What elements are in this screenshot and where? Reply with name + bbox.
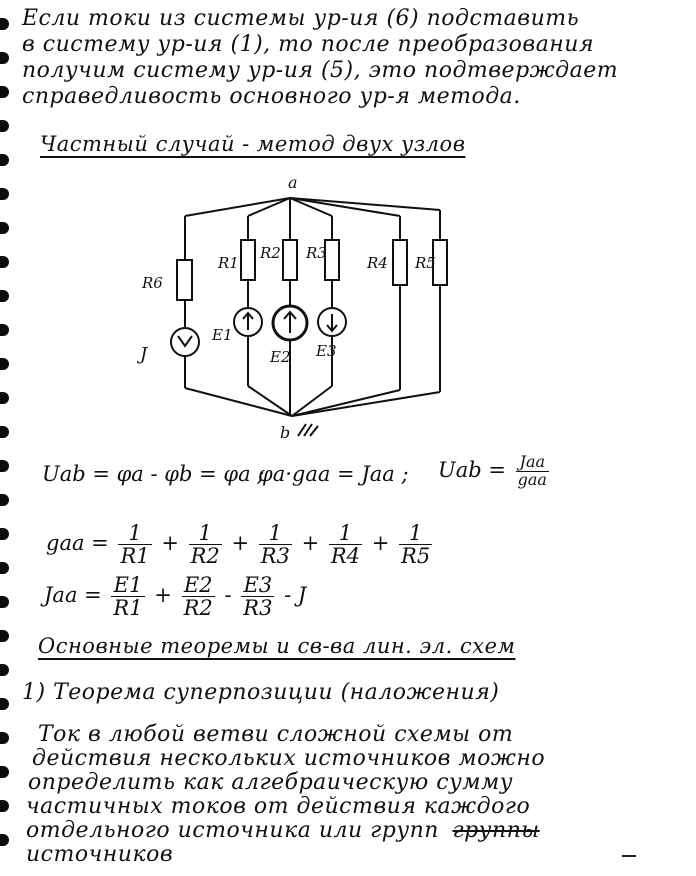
conductance-term	[118, 522, 151, 567]
source-term	[182, 574, 215, 619]
bottom-wires	[185, 285, 440, 416]
term-sign: +	[154, 583, 172, 608]
binding-hole	[0, 562, 9, 574]
label-r1: R1	[218, 254, 239, 272]
label-r3: R3	[306, 244, 327, 262]
conductance-term	[259, 522, 292, 567]
label-r2: R2	[260, 244, 281, 262]
section-heading: Основные теоремы и св-ва лин. эл. схем	[38, 634, 516, 658]
binding-hole	[0, 154, 9, 166]
conductance-term	[399, 522, 432, 567]
uab-label: Uab =	[438, 457, 506, 482]
theorem-line-text: отдельного источника или групп	[26, 818, 439, 843]
fraction-numerator: 1	[399, 522, 432, 545]
term-sign: -	[224, 583, 232, 608]
fraction-denominator: gaa	[517, 469, 547, 489]
binding-hole	[0, 664, 9, 676]
binding-hole	[0, 528, 9, 540]
label-e1: E1	[212, 326, 233, 344]
label-r6: R6	[142, 274, 163, 292]
pen-mark	[622, 855, 636, 857]
fraction-numerator: E2	[182, 574, 215, 597]
intro-line: справедливость основного ур-я метода.	[22, 84, 521, 109]
uab-fraction	[516, 454, 549, 489]
fraction-denominator: R5	[401, 544, 431, 569]
source-e1	[234, 308, 262, 336]
struck-word: группы	[452, 818, 540, 843]
binding-hole	[0, 800, 9, 812]
node-a-label: a	[288, 173, 298, 192]
fraction-denominator: R1	[113, 596, 143, 621]
binding-hole	[0, 18, 9, 30]
theorem-line: действия нескольких источников можно	[32, 746, 546, 771]
binding-hole	[0, 630, 9, 642]
resistor-r1	[241, 240, 255, 280]
binding-hole	[0, 222, 9, 234]
fraction-denominator: R2	[183, 596, 213, 621]
resistor-r6	[177, 260, 192, 300]
label-r5: R5	[415, 254, 436, 272]
intro-line: Если токи из системы ур-ия (6) подставить	[22, 6, 580, 31]
label-e3: E3	[316, 342, 337, 360]
fraction-denominator: R3	[243, 596, 273, 621]
resistor-r3	[325, 240, 339, 280]
binding-hole	[0, 188, 9, 200]
equation-phi-gaa: φa·gaa = Jaa ;	[258, 462, 409, 486]
fraction-numerator: E1	[111, 574, 144, 597]
fraction-denominator: R2	[190, 544, 220, 569]
fraction-numerator: 1	[329, 522, 362, 545]
binding-hole	[0, 596, 9, 608]
binding-hole	[0, 732, 9, 744]
theorem-line: источников	[26, 842, 174, 867]
intro-line: получим систему ур-ия (5), это подтверждает	[22, 58, 619, 83]
source-term	[241, 574, 274, 619]
binding-hole	[0, 120, 9, 132]
binding-holes	[0, 0, 14, 876]
theorem-line: Ток в любой ветви сложной схемы от	[38, 722, 514, 747]
j-tail: - J	[284, 583, 307, 608]
source-term	[111, 574, 144, 619]
binding-hole	[0, 52, 9, 64]
intro-line: в систему ур-ия (1), то после преобразования	[22, 32, 595, 57]
binding-hole	[0, 698, 9, 710]
fraction-denominator: R3	[260, 544, 290, 569]
fraction-numerator: E3	[241, 574, 274, 597]
current-source-j	[171, 328, 199, 356]
binding-hole	[0, 392, 9, 404]
theorem-line: частичных токов от действия каждого	[26, 794, 531, 819]
fraction-numerator: 1	[259, 522, 292, 545]
theorem-line: определить как алгебраическую сумму	[28, 770, 514, 795]
binding-hole	[0, 460, 9, 472]
resistor-r2	[283, 240, 297, 280]
node-b-label: b	[280, 423, 291, 442]
fraction-numerator: 1	[118, 522, 151, 545]
label-j: J	[140, 344, 148, 365]
equation-jaa	[44, 574, 306, 619]
binding-hole	[0, 766, 9, 778]
binding-hole	[0, 290, 9, 302]
binding-hole	[0, 426, 9, 438]
fraction-denominator: R4	[330, 544, 361, 569]
conductance-term	[189, 522, 222, 567]
source-e3	[318, 308, 346, 336]
section-heading: Частный случай - метод двух узлов	[40, 132, 466, 156]
resistor-r4	[393, 240, 407, 285]
jaa-label: Jaa =	[44, 583, 102, 608]
source-e2	[273, 306, 307, 340]
gaa-label: gaa =	[46, 531, 109, 556]
binding-hole	[0, 358, 9, 370]
binding-hole	[0, 256, 9, 268]
equation-uab-ratio	[438, 454, 552, 489]
equation-uab: Uab = φa - φb = φa ;	[42, 462, 265, 486]
binding-hole	[0, 324, 9, 336]
binding-hole	[0, 834, 9, 846]
binding-hole	[0, 494, 9, 506]
binding-hole	[0, 86, 9, 98]
ground-symbol	[298, 424, 318, 436]
label-e2: E2	[270, 348, 291, 366]
theorem-line	[26, 818, 540, 843]
circuit-diagram	[120, 168, 480, 448]
conductance-term	[329, 522, 362, 567]
equation-gaa: gaa = $\frac{1}{R1}$ + $\frac{1}{R2}$ + $\frac{1}{R3}$ + $\frac{1}{R4}$ + $\frac{1}{R5}$	[46, 521, 431, 569]
fraction-numerator: 1	[189, 522, 222, 545]
theorem-title: 1) Теорема суперпозиции (наложения)	[22, 680, 500, 705]
fraction-numerator: Jaa	[516, 454, 549, 472]
label-r4: R4	[367, 254, 388, 272]
fraction-denominator: R1	[120, 544, 150, 569]
